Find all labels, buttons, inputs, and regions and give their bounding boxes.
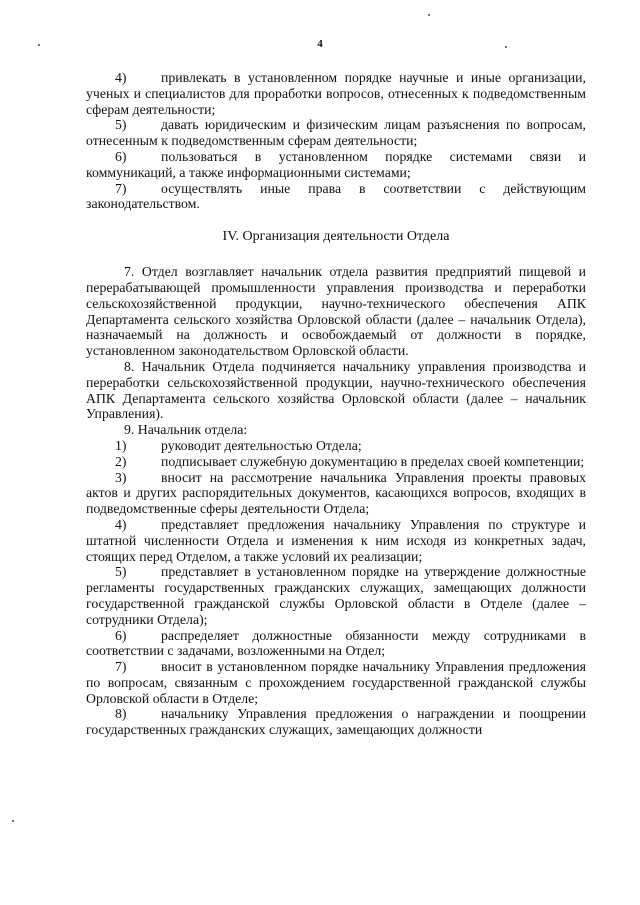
item-number: 7) [115, 659, 127, 675]
list-item [86, 628, 586, 660]
item-text: пользоваться в установленном порядке системами связи и коммуникаций, а также информационными системами; [86, 148, 586, 180]
item-number: 5) [115, 117, 127, 133]
item-text: привлекать в установленном порядке научные и иные организации, ученых и специалистов для проработки вопросов, отнесенных к подведомственным сферам деятельности; [86, 70, 586, 117]
list-item [86, 517, 586, 564]
item-number: 8) [115, 706, 127, 722]
item-number: 6) [115, 627, 127, 643]
list-item [86, 454, 586, 470]
item-number: 3) [115, 469, 127, 485]
scan-speck [12, 820, 14, 822]
item-number: 4) [115, 516, 127, 532]
item-text: вносит на рассмотрение начальника Управления проекты правовых актов и других распорядительных документов, касающихся вопросов, входящих в подведомственные сферы деятельности Отдела; [86, 469, 586, 517]
paragraph: 9. Начальник отдела: [124, 422, 248, 438]
list-item [86, 181, 586, 213]
item-number: 5) [115, 564, 127, 580]
list-item [86, 659, 586, 706]
list-item [86, 70, 586, 117]
item-text: подписывает служебную документацию в пределах своей компетенции; [161, 453, 585, 469]
list-item [86, 564, 586, 627]
scan-speck [428, 14, 430, 16]
item-number: 1) [115, 437, 127, 453]
scan-speck [505, 46, 507, 48]
item-number: 7) [115, 180, 127, 196]
paragraph: 7. Отдел возглавляет начальник отдела развития предприятий пищевой и перерабатывающей промышленности управления производства и переработки сельскохозяйственной продукции, научно-технического обеспечения АПК Департамента сельского хозяйства Орловской области (далее – начальник Отдела), назначаемый на должность и освобождаемый от должности в порядке, установленном законодательством Орловской области. [86, 264, 586, 359]
page-number: 4 [317, 38, 323, 50]
section-heading: IV. Организация деятельности Отдела [222, 229, 450, 245]
item-text: распределяет должностные обязанности между сотрудниками в соответствии с задачами, возложенными на Отдел; [86, 627, 586, 659]
item-number: 2) [115, 453, 127, 469]
item-text: осуществлять иные права в соответствии с действующим законодательством. [86, 180, 586, 212]
list-item [86, 149, 586, 181]
item-text: начальнику Управления предложения о награждении и поощрении государственных гражданских служащих, замещающих должности [86, 706, 586, 738]
list-item [86, 706, 586, 738]
item-text: давать юридическим и физическим лицам разъяснения по вопросам, отнесенным к подведомственным сферам деятельности; [86, 117, 586, 149]
item-text: представляет предложения начальнику Управления по структуре и штатной численности Отдела и изменения к ним исходя из конкретных задач, стоящих перед Отделом, а также условий их реализации; [86, 516, 586, 564]
item-number: 6) [115, 148, 127, 164]
list-item [86, 117, 586, 149]
document-body [86, 70, 586, 738]
scan-speck [38, 44, 40, 46]
list-item [86, 438, 586, 454]
item-number: 4) [115, 70, 127, 85]
list-item [86, 470, 586, 517]
item-text: представляет в установленном порядке на утверждение должностные регламенты государственных гражданских служащих, замещающих должности государственной гражданской службы Орловской области в Отделе (далее – сотрудники Отдела); [86, 564, 586, 627]
paragraph: 8. Начальник Отдела подчиняется начальнику управления производства и переработки сельскохозяйственной продукции, научно-технического обеспечения АПК Департамента сельского хозяйства Орловской области (далее – начальник Управления). [86, 358, 586, 422]
item-text: руководит деятельностью Отдела; [161, 437, 362, 453]
item-text: вносит в установленном порядке начальнику Управления предложения по вопросам, связанным с прохождением государственной гражданской службы Орловской области в Отделе; [86, 659, 586, 706]
